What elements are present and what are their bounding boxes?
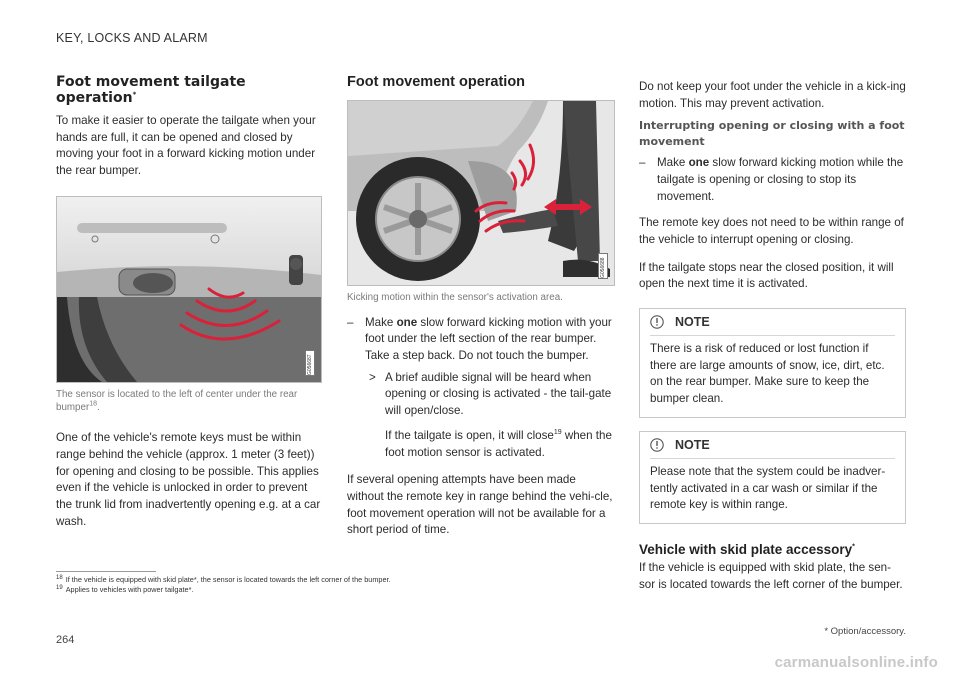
bumper-illustration: [57, 197, 321, 382]
column-3: [639, 79, 906, 604]
skid-plate-title: Vehicle with skid plate accessory*: [639, 541, 855, 557]
skid-plate-paragraph: If the vehicle is equipped with skid plate, the sen-sor is located towards the left corner of the bumper.: [639, 560, 903, 591]
note-box: [639, 308, 906, 418]
subsection-title: Foot movement operation: [347, 74, 526, 90]
section-header: KEY, LOCKS AND ALARM: [56, 31, 208, 45]
watermark: carmanualsonline.info: [774, 654, 938, 671]
column-2: [347, 74, 615, 550]
kick-illustration: [348, 101, 614, 285]
kick-motion-figure: [347, 100, 615, 286]
instruction-step: – Make one slow forward kicking motion while the tailgate is opening or closing to stop its movement.: [639, 156, 904, 203]
footnote-18: $^{18}$ If the vehicle is equipped with skid plate*, the sensor is located towards the left corner of the bumper.: [56, 574, 391, 584]
footnote-divider: [56, 571, 156, 572]
step-result: > A brief audible signal will be heard when opening or closing is activated - the tail-gate will open/close.: [369, 370, 612, 418]
note-text: Please note that the system could be inadver-tently activated in a car wash or similar if the remote key is within range.: [650, 464, 886, 512]
footnote-19: $^{19}$ Applies to vehicles with power tailgate*.: [56, 584, 194, 594]
result-detail: If the tailgate is open, it will close$^{19}$ when the foot motion sensor is activated.: [385, 428, 612, 459]
note-box: [639, 431, 906, 524]
range-info-paragraph: The remote key does not need to be within range of the vehicle to interrupt opening or closing.: [639, 216, 904, 246]
column-1: [56, 74, 322, 541]
figure-code: G056688: [598, 253, 608, 279]
note-text: There is a risk of reduced or lost function if there are large amounts of snow, ice, dirt, etc. on the rear bumper. Make sure to keep the bumper clean.: [650, 342, 885, 406]
warning-paragraph: Do not keep your foot under the vehicle in a kick-ing motion. This may prevent activation.: [639, 80, 906, 110]
instruction-step: – Make one slow forward kicking motion with your foot under the left section of the rear bumper. Take a step back. Do not touch the bumper.: [347, 315, 612, 363]
range-paragraph: One of the vehicle's remote keys must be within range behind the vehicle (approx. 1 meter (3 feet)) for opening and closing to be possible. This applies even if the vehicle is unlocked in order to prevent the trunk lid from inadvertently opening e.g. at a car wash.: [56, 431, 321, 528]
reopen-paragraph: If the tailgate stops near the closed position, it will open the next time it is activated.: [639, 260, 894, 291]
option-accessory-note: * Option/accessory.: [824, 626, 906, 637]
bumper-sensor-figure: [56, 196, 322, 383]
intro-paragraph: To make it easier to operate the tailgate when your hands are full, it can be opened and closed by moving your foot in a forward kicking motion under the rear bumper.: [56, 114, 316, 178]
note-title: NOTE: [675, 437, 710, 452]
figure-caption: The sensor is located to the left of center under the rear bumper$^{18}$.: [56, 388, 298, 414]
interrupt-subheading: Interrupting opening or closing with a foot movement: [639, 119, 905, 149]
figure-code: G056687: [305, 350, 315, 376]
info-icon: [650, 438, 664, 452]
page-number: 264: [56, 634, 75, 646]
lockout-paragraph: If several opening attempts have been made without the remote key in range behind the vehi-cle, foot movement operation will not be available for a short period of time.: [347, 473, 613, 537]
figure-caption: Kicking motion within the sensor's activation area.: [347, 292, 563, 303]
note-title: NOTE: [675, 315, 710, 330]
info-icon: [650, 315, 664, 329]
section-title: Foot movement tailgate operation*: [56, 74, 246, 106]
